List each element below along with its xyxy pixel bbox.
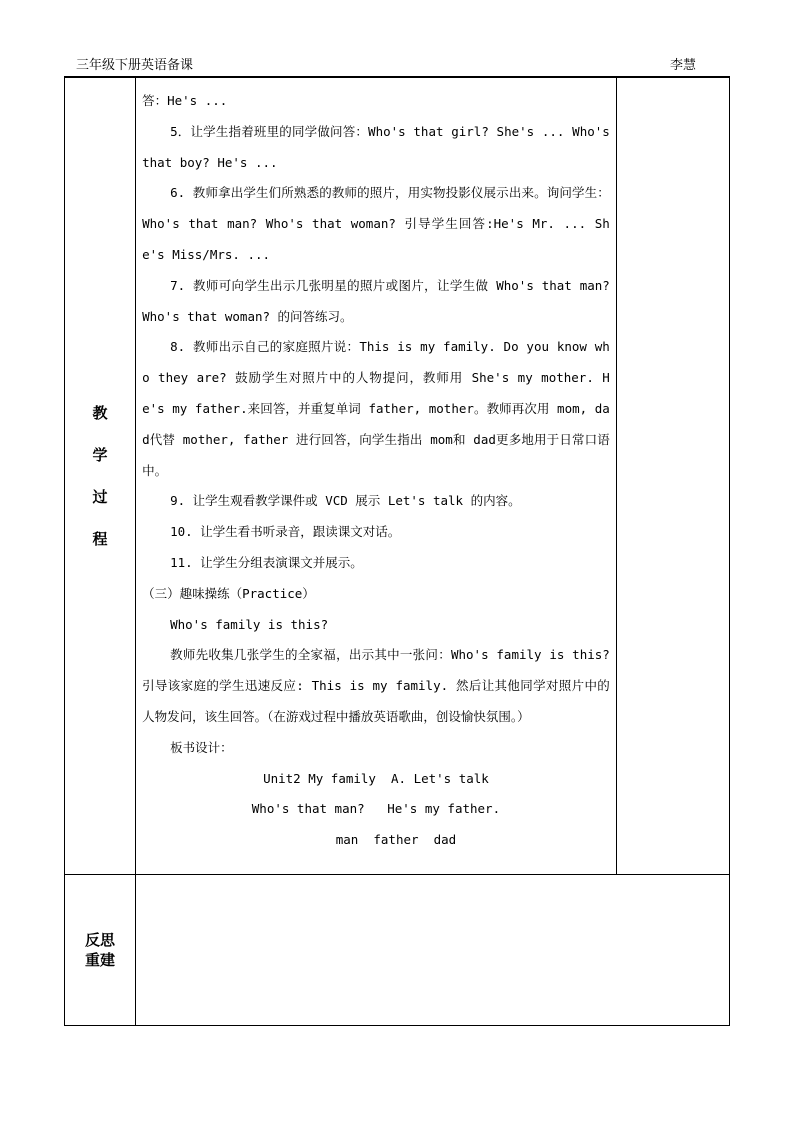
label-char: 程 [92,530,108,548]
reflection-label-line: 反思 [85,931,116,949]
process-paragraph: 10. 让学生看书听录音，跟读课文对话。 [170,524,401,540]
process-paragraph: 答：He's ... [142,93,228,108]
board-line-2: Who's that man? He's my father. [251,801,501,817]
label-char: 学 [92,446,108,464]
process-paragraph: 9. 让学生观看教学课件或 VCD 展示 Let's talk 的内容。 [170,493,521,509]
reflection-label [65,875,135,1025]
label-char: 过 [92,488,108,506]
reflection-label-line: 重建 [85,951,116,969]
board-line-1: Unit2 My family A. Let's talk [263,770,489,786]
process-paragraph: 7. 教师可向学生出示几张明星的照片或图片，让学生做 Who's that man? Who's that woman? 的问答练习。 [142,277,610,324]
practice-title: Who's family is this? [170,616,329,632]
process-paragraph: 教师先收集几张学生的全家福，出示其中一张问：Who's family is this? 引导该家庭的学生迅速反应: This is my family. 然后让其他同学对照片中的人物发问，该生回答。（在游戏过程中播放英语歌曲，创设愉快氛围。） [142,647,610,724]
teaching-process-row [65,78,730,875]
practice-heading: （三）趣味操练（Practice） [142,585,315,601]
header-course-title: 三年级下册英语备课 [76,58,194,73]
lesson-plan-table [64,77,730,1026]
teaching-process-content [136,78,617,875]
teaching-process-label [65,78,135,874]
reflection-row [65,875,730,1026]
process-paragraph: 5．让学生指着班里的同学做问答：Who's that girl? She's ... Who's that boy? He's ... [142,123,610,170]
header-teacher-name: 李慧 [670,58,697,73]
process-paragraph: 11. 让学生分组表演课文并展示。 [170,554,363,570]
board-line-3: man father dad [335,832,457,848]
teaching-process-label-cell [65,78,136,875]
reflection-label-cell [65,875,136,1026]
reflection-content-cell [136,875,730,1026]
process-paragraph: 8. 教师出示自己的家庭照片说：This is my family. Do you know who they are? 鼓励学生对照片中的人物提问，教师用 She's my mother. He's my father.来回答，并重复单词 father, mother。教师再次用 mom, dad代替 mother, father 进行回答，向学生指出 mom和 dad更多地用于日常口语中。 [142,339,610,478]
teaching-process-notes-cell [616,78,729,875]
process-paragraph: 6. 教师拿出学生们所熟悉的教师的照片，用实物投影仪展示出来。询问学生：Who's that man? Who's that woman? 引导学生回答:He's Mr. ... She's Miss/Mrs. ... [142,185,610,262]
label-char: 教 [92,404,108,422]
board-design-label: 板书设计： [170,739,233,755]
